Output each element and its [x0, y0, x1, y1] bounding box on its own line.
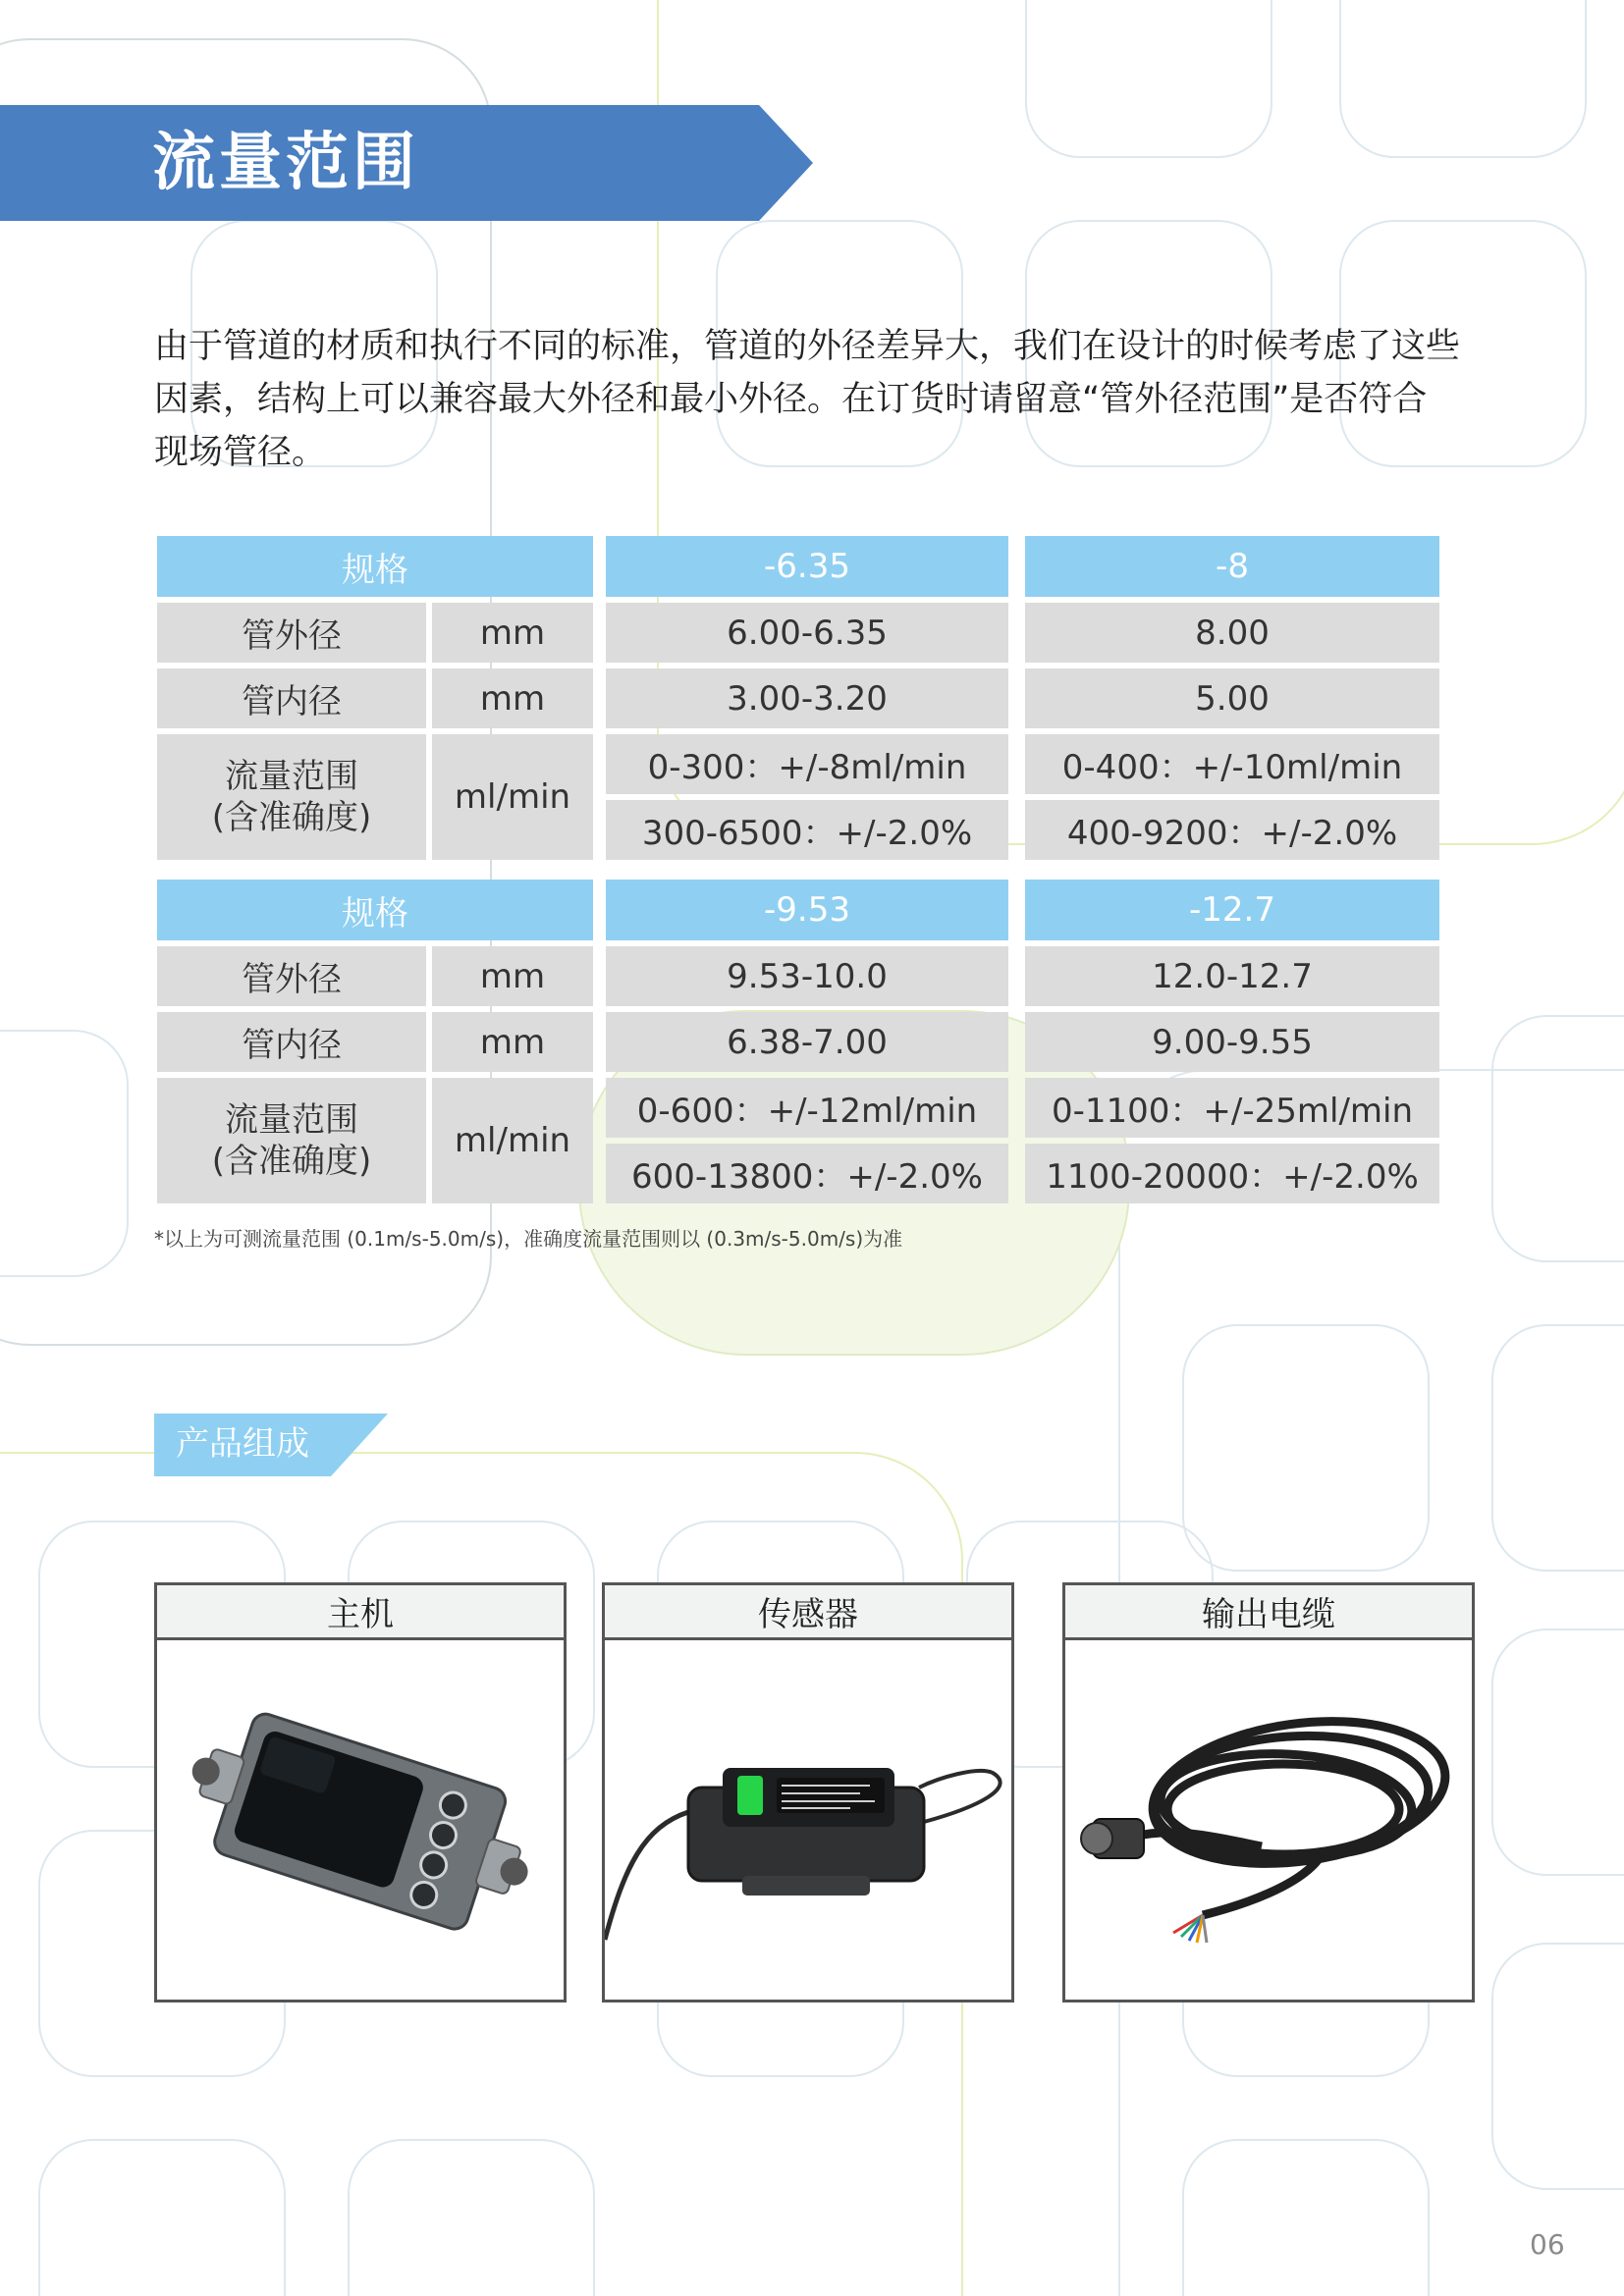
sensor-icon	[605, 1640, 1011, 2000]
inner-diameter-value: 6.38-7.00	[606, 1012, 1008, 1072]
flow-low-value: 0-600：+/-12ml/min	[606, 1078, 1008, 1138]
outer-diameter-value: 12.0-12.7	[1025, 946, 1439, 1006]
inner-diameter-unit: mm	[432, 1012, 593, 1072]
outer-diameter-unit: mm	[432, 946, 593, 1006]
model-header-cell: -8	[1025, 536, 1439, 597]
section-tag	[154, 1414, 390, 1476]
page-number: 06	[1530, 2228, 1565, 2261]
flow-range-unit: ml/min	[432, 1078, 593, 1203]
inner-diameter-value: 3.00-3.20	[606, 668, 1008, 728]
intro-paragraph: 由于管道的材质和执行不同的标准，管道的外径差异大，我们在设计的时候考虑了这些因素，结构上可以兼容最大外径和最小外径。在订货时请留意“管外径范围”是否符合现场管径。	[154, 327, 1461, 472]
table-footnote: *以上为可测流量范围 (0.1m/s-5.0m/s)，准确度流量范围则以 (0.3m/s-5.0m/s)为准	[154, 1227, 903, 1251]
outer-diameter-unit: mm	[432, 603, 593, 663]
product-name: 输出电缆	[1065, 1585, 1472, 1640]
flow-low-value: 0-400：+/-10ml/min	[1025, 734, 1439, 794]
flow-range-label-line1: 流量范围	[225, 1100, 358, 1140]
spec-label-cell: 规格	[157, 536, 593, 597]
product-card-sensor	[602, 1582, 1014, 2002]
model-header-cell: -12.7	[1025, 880, 1439, 940]
product-card-host	[154, 1582, 567, 2002]
outer-diameter-value: 9.53-10.0	[606, 946, 1008, 1006]
flow-high-value: 400-9200：+/-2.0%	[1025, 800, 1439, 860]
flow-range-unit: ml/min	[432, 734, 593, 860]
inner-diameter-label: 管内径	[157, 1012, 426, 1072]
inner-diameter-label: 管内径	[157, 668, 426, 728]
cable-icon	[1065, 1640, 1472, 2000]
product-card-cable	[1062, 1582, 1475, 2002]
host-unit-icon	[157, 1640, 564, 2000]
flow-high-value: 600-13800：+/-2.0%	[606, 1144, 1008, 1203]
outer-diameter-label: 管外径	[157, 603, 426, 663]
outer-diameter-value: 8.00	[1025, 603, 1439, 663]
flow-range-label-line1: 流量范围	[225, 757, 358, 796]
spec-label-cell: 规格	[157, 880, 593, 940]
page-title: 流量范围	[152, 127, 419, 199]
outer-diameter-label: 管外径	[157, 946, 426, 1006]
model-header-cell: -9.53	[606, 880, 1008, 940]
inner-diameter-value: 9.00-9.55	[1025, 1012, 1439, 1072]
product-name: 传感器	[605, 1585, 1011, 1640]
flow-high-value: 1100-20000：+/-2.0%	[1025, 1144, 1439, 1203]
flow-range-label-line2: (含准确度)	[211, 1142, 372, 1181]
model-header-cell: -6.35	[606, 536, 1008, 597]
flow-range-label-line2: (含准确度)	[211, 798, 372, 837]
inner-diameter-value: 5.00	[1025, 668, 1439, 728]
flow-range-label	[157, 1078, 426, 1203]
flow-range-label	[157, 734, 426, 860]
inner-diameter-unit: mm	[432, 668, 593, 728]
product-name: 主机	[157, 1585, 564, 1640]
flow-high-value: 300-6500：+/-2.0%	[606, 800, 1008, 860]
section-title: 产品组成	[176, 1424, 309, 1464]
flow-low-value: 0-1100：+/-25ml/min	[1025, 1078, 1439, 1138]
outer-diameter-value: 6.00-6.35	[606, 603, 1008, 663]
page-header-banner	[0, 105, 815, 221]
flow-low-value: 0-300：+/-8ml/min	[606, 734, 1008, 794]
